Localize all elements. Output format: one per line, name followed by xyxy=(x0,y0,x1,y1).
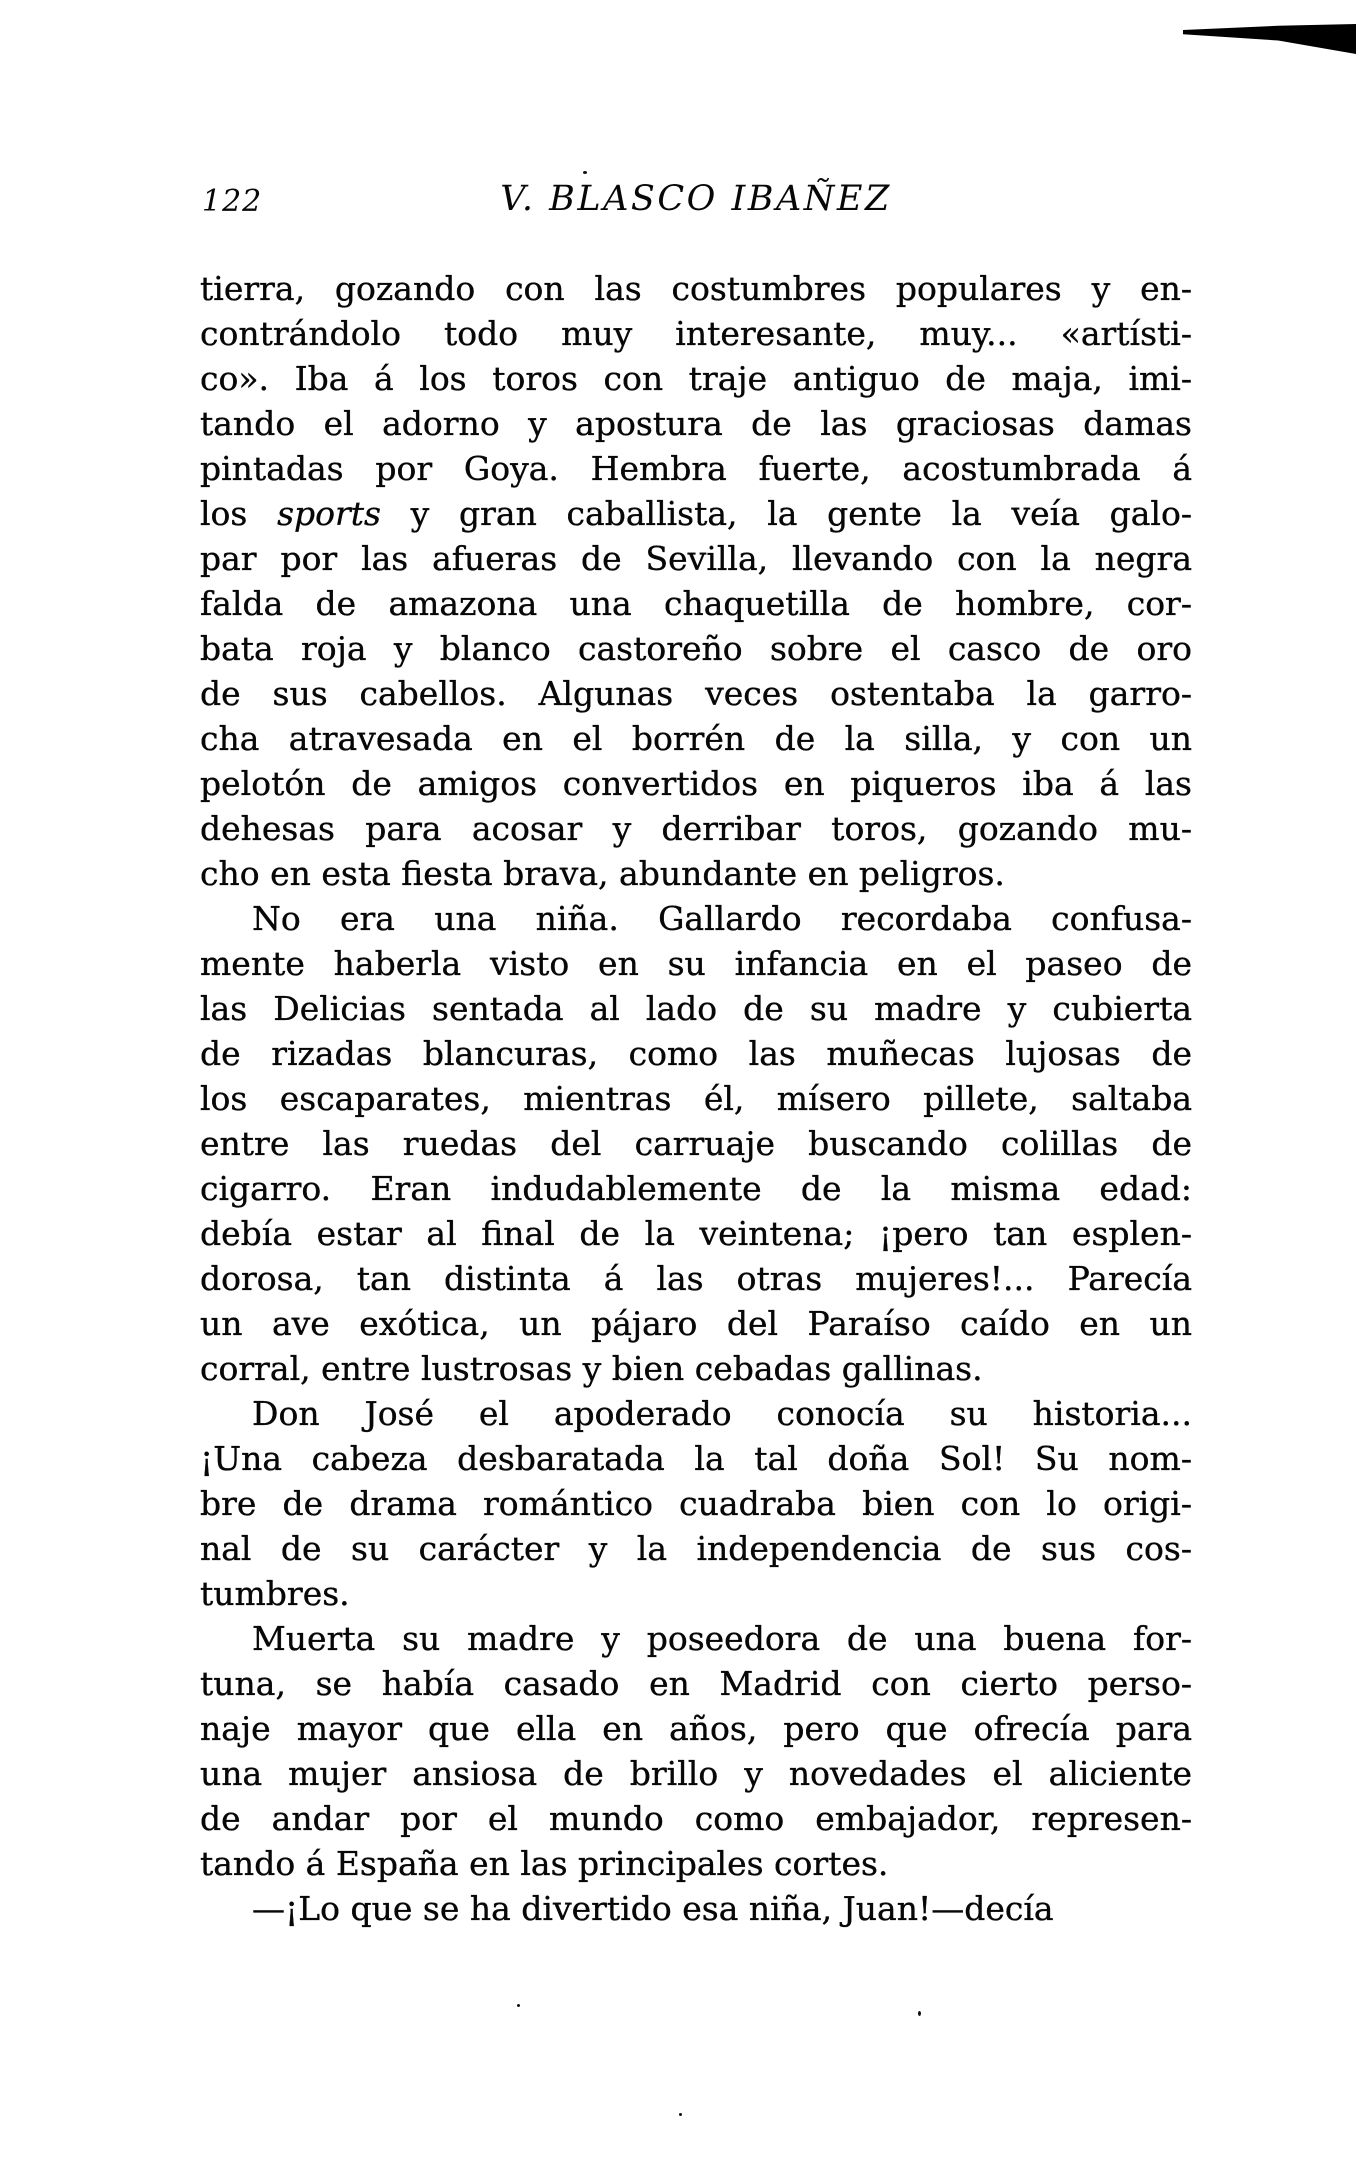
text-line xyxy=(200,1706,1192,1751)
text-line xyxy=(200,1256,1192,1301)
text-segment: pintadas por Goya. Hembra fuerte, acostumbrada á xyxy=(200,449,1192,488)
text-line xyxy=(200,1121,1192,1166)
text-segment: No era una niña. Gallardo recordaba confusa- xyxy=(252,899,1192,938)
text-segment: tando á España en las principales cortes. xyxy=(200,1844,889,1883)
text-segment: pelotón de amigos convertidos en piqueros iba á las xyxy=(200,764,1192,803)
text-line xyxy=(200,1301,1192,1346)
text-segment: tuna, se había casado en Madrid con cierto perso- xyxy=(200,1664,1192,1703)
text-segment: tumbres. xyxy=(200,1574,350,1613)
paragraph xyxy=(200,1616,1192,1886)
text-segment: dehesas para acosar y derribar toros, gozando mu- xyxy=(200,809,1192,848)
text-line xyxy=(200,1346,1192,1391)
text-segment: de rizadas blancuras, como las muñecas lujosas de xyxy=(200,1034,1192,1073)
text-segment: cha atravesada en el borrén de la silla, y con un xyxy=(200,719,1192,758)
page-number: 122 xyxy=(202,184,263,219)
text-line xyxy=(200,626,1192,671)
text-segment: las Delicias sentada al lado de su madre y cubierta xyxy=(200,989,1192,1028)
text-segment: —¡Lo que se ha divertido esa niña, Juan!—decía xyxy=(252,1889,1054,1928)
running-title: V. BLASCO IBAÑEZ xyxy=(500,179,892,219)
text-line xyxy=(200,806,1192,851)
text-line xyxy=(200,581,1192,626)
text-segment: Muerta su madre y poseedora de una buena for- xyxy=(252,1619,1192,1658)
page-header xyxy=(200,180,1192,226)
text-segment: bata roja y blanco castoreño sobre el casco de oro xyxy=(200,629,1192,668)
text-line xyxy=(200,356,1192,401)
text-segment: tierra, gozando con las costumbres populares y en- xyxy=(200,269,1192,308)
text-line xyxy=(200,1841,1192,1886)
text-line xyxy=(200,491,1192,536)
paragraph xyxy=(200,1391,1192,1616)
text-segment: tando el adorno y apostura de las graciosas damas xyxy=(200,404,1192,443)
text-segment: naje mayor que ella en años, pero que ofrecía para xyxy=(200,1709,1192,1748)
text-segment: entre las ruedas del carruaje buscando colillas de xyxy=(200,1124,1192,1163)
ink-speck xyxy=(679,2113,682,2116)
text-segment: contrándolo todo muy interesante, muy... «artísti- xyxy=(200,314,1192,353)
text-segment: los xyxy=(200,494,278,533)
text-segment: mente haberla visto en su infancia en el paseo de xyxy=(200,944,1192,983)
text-segment: cho en esta fiesta brava, abundante en peligros. xyxy=(200,854,1005,893)
text-segment: una mujer ansiosa de brillo y novedades el aliciente xyxy=(200,1754,1192,1793)
text-line xyxy=(200,1526,1192,1571)
text-line xyxy=(200,266,1192,311)
text-line xyxy=(200,1886,1192,1931)
text-line xyxy=(200,941,1192,986)
text-line xyxy=(200,1571,1192,1616)
text-line xyxy=(200,1661,1192,1706)
text-line xyxy=(200,1751,1192,1796)
paragraph xyxy=(200,266,1192,896)
text-segment: cigarro. Eran indudablemente de la misma edad: xyxy=(200,1169,1192,1208)
paragraph xyxy=(200,1886,1192,1931)
scan-artifact-wedge xyxy=(1183,24,1356,54)
text-segment: ¡Una cabeza desbaratada la tal doña Sol! Su nom- xyxy=(200,1439,1192,1478)
text-segment: falda de amazona una chaquetilla de hombre, cor- xyxy=(200,584,1192,623)
text-line xyxy=(200,1436,1192,1481)
text-line xyxy=(200,1391,1192,1436)
text-segment: y gran caballista, la gente la veía galo- xyxy=(380,494,1192,533)
text-line xyxy=(200,311,1192,356)
text-segment: dorosa, tan distinta á las otras mujeres!... Parecía xyxy=(200,1259,1192,1298)
text-line xyxy=(200,536,1192,581)
text-segment: Don José el apoderado conocía su historia... xyxy=(252,1394,1192,1433)
text-segment: bre de drama romántico cuadraba bien con lo origi- xyxy=(200,1484,1192,1523)
text-segment: co». Iba á los toros con traje antiguo de maja, imi- xyxy=(200,359,1192,398)
text-line xyxy=(200,761,1192,806)
text-line xyxy=(200,1616,1192,1661)
text-segment: un ave exótica, un pájaro del Paraíso caído en un xyxy=(200,1304,1192,1343)
text-line xyxy=(200,986,1192,1031)
text-line xyxy=(200,1031,1192,1076)
text-line xyxy=(200,1796,1192,1841)
text-body xyxy=(200,266,1192,1931)
italic-text-segment: sports xyxy=(277,494,381,533)
text-line xyxy=(200,1481,1192,1526)
paragraph xyxy=(200,896,1192,1391)
text-segment: corral, entre lustrosas y bien cebadas gallinas. xyxy=(200,1349,983,1388)
text-segment: los escaparates, mientras él, mísero pillete, saltaba xyxy=(200,1079,1192,1118)
text-segment: nal de su carácter y la independencia de sus cos- xyxy=(200,1529,1192,1568)
text-segment: par por las afueras de Sevilla, llevando con la negra xyxy=(200,539,1192,578)
text-line xyxy=(200,671,1192,716)
text-segment: de sus cabellos. Algunas veces ostentaba la garro- xyxy=(200,674,1192,713)
text-segment: debía estar al final de la veintena; ¡pero tan esplen- xyxy=(200,1214,1192,1253)
text-line xyxy=(200,1211,1192,1256)
text-line xyxy=(200,401,1192,446)
ink-speck xyxy=(918,2011,921,2016)
text-segment: de andar por el mundo como embajador, represen- xyxy=(200,1799,1192,1838)
text-line xyxy=(200,716,1192,761)
text-line xyxy=(200,896,1192,941)
text-line xyxy=(200,1166,1192,1211)
ink-speck xyxy=(583,171,587,174)
text-line xyxy=(200,1076,1192,1121)
text-line xyxy=(200,851,1192,896)
ink-speck xyxy=(517,2004,520,2007)
text-line xyxy=(200,446,1192,491)
